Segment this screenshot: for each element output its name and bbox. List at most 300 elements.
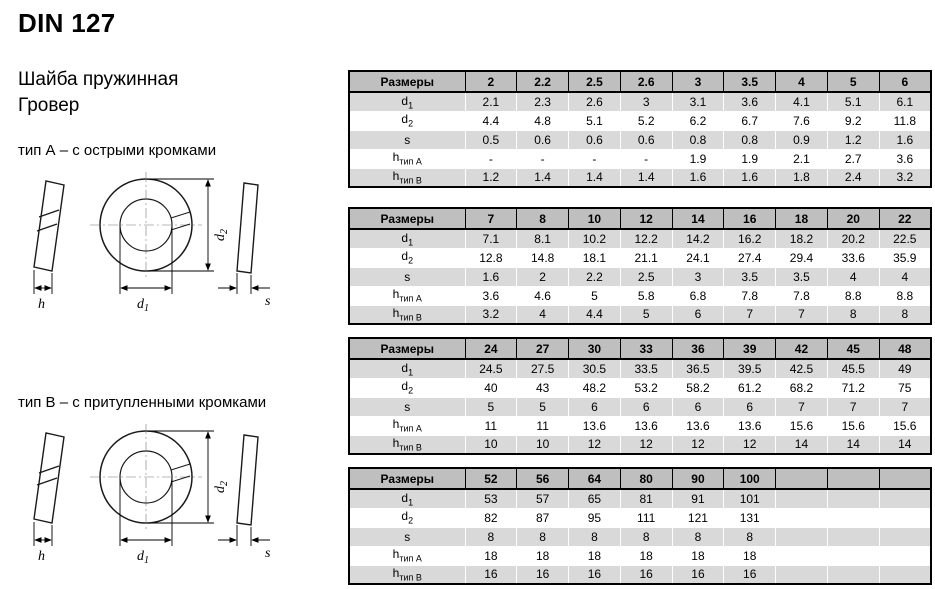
value-cell: 1.9 xyxy=(672,149,724,168)
value-cell: 13.6 xyxy=(724,416,776,435)
value-cell: 1.4 xyxy=(569,168,621,187)
value-cell xyxy=(827,527,879,546)
value-cell: 6.2 xyxy=(672,111,724,130)
value-cell: 2.5 xyxy=(620,267,672,286)
row-label-cell: $d_1$ xyxy=(349,92,465,111)
value-cell: 95 xyxy=(569,508,621,527)
h-dim-label: h xyxy=(38,297,45,313)
size-header-cell: 20 xyxy=(827,208,879,229)
value-cell xyxy=(776,527,828,546)
value-cell: 61.2 xyxy=(724,378,776,397)
value-cell: 13.6 xyxy=(620,416,672,435)
value-cell: 3.6 xyxy=(465,286,517,305)
size-header-cell: 30 xyxy=(569,338,621,359)
value-cell: 6.1 xyxy=(879,92,931,111)
value-cell: 16 xyxy=(724,565,776,584)
value-cell: 49 xyxy=(879,359,931,378)
size-header-cell: 16 xyxy=(724,208,776,229)
dimension-row xyxy=(349,565,931,584)
value-cell xyxy=(776,489,828,508)
value-cell: 7.6 xyxy=(776,111,828,130)
dimension-row xyxy=(349,267,931,286)
value-cell: 1.8 xyxy=(776,168,828,187)
value-cell xyxy=(879,508,931,527)
size-header-cell: 56 xyxy=(517,468,569,489)
row-label-cell: $h_{тип А}$ xyxy=(349,416,465,435)
value-cell: 15.6 xyxy=(879,416,931,435)
value-cell: 71.2 xyxy=(827,378,879,397)
size-header-cell: 7 xyxy=(465,208,517,229)
value-cell: 18 xyxy=(465,546,517,565)
value-cell xyxy=(879,565,931,584)
value-cell: 11.8 xyxy=(879,111,931,130)
value-cell: 57 xyxy=(517,489,569,508)
value-cell: 0.8 xyxy=(672,130,724,149)
size-header-cell: 18 xyxy=(776,208,828,229)
dimension-table-1 xyxy=(348,70,932,188)
d2-dim-label: $d_2$ xyxy=(213,229,230,242)
section-profile xyxy=(237,183,258,273)
value-cell: 18.2 xyxy=(776,229,828,248)
value-cell: - xyxy=(620,149,672,168)
value-cell: 7 xyxy=(776,397,828,416)
size-header-cell: 27 xyxy=(517,338,569,359)
row-label-cell: $d_2$ xyxy=(349,378,465,397)
value-cell: 42.5 xyxy=(776,359,828,378)
left-column xyxy=(18,8,340,574)
value-cell: 48.2 xyxy=(569,378,621,397)
value-cell: 5 xyxy=(569,286,621,305)
value-cell: 5.2 xyxy=(620,111,672,130)
size-header-cell: 4 xyxy=(776,71,828,92)
row-label-cell: $h_{тип В}$ xyxy=(349,565,465,584)
dimension-row xyxy=(349,546,931,565)
value-cell: 5.1 xyxy=(827,92,879,111)
row-label-cell: $h_{тип В}$ xyxy=(349,305,465,324)
s-dimension xyxy=(218,273,270,294)
value-cell: 16 xyxy=(672,565,724,584)
value-cell: 4.1 xyxy=(776,92,828,111)
side-profile xyxy=(34,181,64,271)
row-label-cell: $h_{тип А}$ xyxy=(349,546,465,565)
value-cell: 14 xyxy=(879,435,931,454)
value-cell: 12 xyxy=(672,435,724,454)
value-cell: 1.9 xyxy=(724,149,776,168)
size-header-cell: 36 xyxy=(672,338,724,359)
dimension-row xyxy=(349,229,931,248)
value-cell: 8.8 xyxy=(827,286,879,305)
size-header-cell: 2.2 xyxy=(517,71,569,92)
value-cell xyxy=(776,546,828,565)
value-cell: 43 xyxy=(517,378,569,397)
value-cell: 4.4 xyxy=(465,111,517,130)
size-header-cell: 64 xyxy=(569,468,621,489)
size-header-cell: 2 xyxy=(465,71,517,92)
value-cell: 29.4 xyxy=(776,248,828,267)
row-label-cell: s xyxy=(349,267,465,286)
value-cell: 3.2 xyxy=(465,305,517,324)
value-cell: 24.1 xyxy=(672,248,724,267)
value-cell: 81 xyxy=(620,489,672,508)
size-header-cell: 22 xyxy=(879,208,931,229)
value-cell: 111 xyxy=(620,508,672,527)
value-cell: 1.6 xyxy=(672,168,724,187)
value-cell: 0.5 xyxy=(465,130,517,149)
value-cell xyxy=(776,565,828,584)
value-cell: 8 xyxy=(517,527,569,546)
value-cell: 24.5 xyxy=(465,359,517,378)
washer-top-view xyxy=(90,172,202,279)
value-cell: 13.6 xyxy=(569,416,621,435)
sizes-header-cell: Размеры xyxy=(349,71,465,92)
value-cell: 27.4 xyxy=(724,248,776,267)
size-header-cell xyxy=(776,468,828,489)
value-cell: 4 xyxy=(879,267,931,286)
dimension-row xyxy=(349,149,931,168)
value-cell: 3.6 xyxy=(724,92,776,111)
size-header-cell: 39 xyxy=(724,338,776,359)
value-cell: 10.2 xyxy=(569,229,621,248)
value-cell: 75 xyxy=(879,378,931,397)
value-cell: 65 xyxy=(569,489,621,508)
value-cell: - xyxy=(465,149,517,168)
dimension-row xyxy=(349,527,931,546)
value-cell: 3.5 xyxy=(776,267,828,286)
row-label-cell: $h_{тип А}$ xyxy=(349,286,465,305)
value-cell xyxy=(879,546,931,565)
value-cell: 40 xyxy=(465,378,517,397)
dimension-row xyxy=(349,168,931,187)
dimension-row xyxy=(349,359,931,378)
value-cell: 45.5 xyxy=(827,359,879,378)
value-cell: 0.6 xyxy=(517,130,569,149)
value-cell: 8 xyxy=(827,305,879,324)
size-header-cell: 3 xyxy=(672,71,724,92)
value-cell: 2.6 xyxy=(569,92,621,111)
value-cell: 1.6 xyxy=(879,130,931,149)
size-header-cell: 14 xyxy=(672,208,724,229)
type-b-caption: тип В – с притупленными кромками xyxy=(18,394,267,412)
value-cell: 0.6 xyxy=(569,130,621,149)
value-cell: 21.1 xyxy=(620,248,672,267)
dimension-row xyxy=(349,248,931,267)
value-cell: 6 xyxy=(569,397,621,416)
value-cell: 53.2 xyxy=(620,378,672,397)
row-label-cell: $d_1$ xyxy=(349,359,465,378)
value-cell xyxy=(879,489,931,508)
value-cell xyxy=(776,508,828,527)
value-cell: 6 xyxy=(672,397,724,416)
value-cell: 9.2 xyxy=(827,111,879,130)
value-cell: 10 xyxy=(465,435,517,454)
value-cell: 7 xyxy=(776,305,828,324)
value-cell: 18.1 xyxy=(569,248,621,267)
value-cell: 58.2 xyxy=(672,378,724,397)
size-header-cell: 2.5 xyxy=(569,71,621,92)
table-header-row xyxy=(349,338,931,359)
row-label-cell: $h_{тип В}$ xyxy=(349,435,465,454)
size-header-cell: 80 xyxy=(620,468,672,489)
size-header-cell: 3.5 xyxy=(724,71,776,92)
row-label-cell: s xyxy=(349,397,465,416)
size-header-cell: 42 xyxy=(776,338,828,359)
value-cell: 18 xyxy=(672,546,724,565)
s-dimension xyxy=(218,525,270,546)
type-b-drawing xyxy=(18,419,340,574)
h-dim-label: h xyxy=(38,549,45,565)
value-cell: 6 xyxy=(672,305,724,324)
value-cell: 3.2 xyxy=(879,168,931,187)
d1-dim-label: $d_1$ xyxy=(137,297,149,315)
value-cell: 13.6 xyxy=(672,416,724,435)
dimension-table-2 xyxy=(348,207,932,325)
value-cell xyxy=(827,508,879,527)
value-cell: 5.1 xyxy=(569,111,621,130)
row-label-cell: $d_2$ xyxy=(349,248,465,267)
value-cell: 16 xyxy=(569,565,621,584)
dimension-row xyxy=(349,416,931,435)
value-cell: 101 xyxy=(724,489,776,508)
value-cell: 12.2 xyxy=(620,229,672,248)
value-cell: 16 xyxy=(517,565,569,584)
value-cell: 53 xyxy=(465,489,517,508)
sizes-header-cell: Размеры xyxy=(349,338,465,359)
value-cell: 11 xyxy=(517,416,569,435)
value-cell: 12 xyxy=(569,435,621,454)
value-cell: 121 xyxy=(672,508,724,527)
value-cell: 1.6 xyxy=(724,168,776,187)
value-cell: 14 xyxy=(776,435,828,454)
value-cell: 5 xyxy=(517,397,569,416)
value-cell: 30.5 xyxy=(569,359,621,378)
value-cell: 5 xyxy=(620,305,672,324)
table-header-row xyxy=(349,208,931,229)
size-header-cell: 10 xyxy=(569,208,621,229)
size-header-cell: 100 xyxy=(724,468,776,489)
washer-section-view xyxy=(237,435,258,525)
size-header-cell xyxy=(879,468,931,489)
value-cell: 7.1 xyxy=(465,229,517,248)
dimension-tables xyxy=(348,70,932,585)
spring-washer-drawing-type-b xyxy=(18,419,288,569)
value-cell xyxy=(827,565,879,584)
size-header-cell: 52 xyxy=(465,468,517,489)
value-cell: 8 xyxy=(672,527,724,546)
value-cell: 16 xyxy=(465,565,517,584)
value-cell: 4.8 xyxy=(517,111,569,130)
value-cell: 6 xyxy=(620,397,672,416)
value-cell: 18 xyxy=(517,546,569,565)
value-cell: 12.8 xyxy=(465,248,517,267)
value-cell: 15.6 xyxy=(827,416,879,435)
dimension-row xyxy=(349,378,931,397)
value-cell: 4 xyxy=(827,267,879,286)
dimension-row xyxy=(349,111,931,130)
d2-dim-label: $d_2$ xyxy=(213,481,230,494)
value-cell: 16 xyxy=(620,565,672,584)
value-cell: 3.5 xyxy=(724,267,776,286)
value-cell: 14.2 xyxy=(672,229,724,248)
value-cell: 22.5 xyxy=(879,229,931,248)
value-cell: 5 xyxy=(465,397,517,416)
size-header-cell: 2.6 xyxy=(620,71,672,92)
value-cell: 18 xyxy=(724,546,776,565)
value-cell: 11 xyxy=(465,416,517,435)
value-cell: 2.1 xyxy=(465,92,517,111)
size-header-cell xyxy=(827,468,879,489)
subtitle-line-1: Шайба пружинная xyxy=(18,69,179,90)
sizes-header-cell: Размеры xyxy=(349,468,465,489)
h-dimension xyxy=(34,522,52,546)
page-title: DIN 127 xyxy=(18,8,116,38)
subtitle-line-2: Гровер xyxy=(18,94,80,116)
spring-washer-drawing-type-a xyxy=(18,167,288,317)
value-cell: 33.6 xyxy=(827,248,879,267)
value-cell: - xyxy=(569,149,621,168)
value-cell: 1.2 xyxy=(827,130,879,149)
dimension-row xyxy=(349,489,931,508)
value-cell: 2 xyxy=(517,267,569,286)
value-cell: 4.4 xyxy=(569,305,621,324)
value-cell: 8.8 xyxy=(879,286,931,305)
size-header-cell: 45 xyxy=(827,338,879,359)
row-label-cell: $h_{тип В}$ xyxy=(349,168,465,187)
value-cell: 7 xyxy=(879,397,931,416)
section-profile xyxy=(237,435,258,525)
value-cell xyxy=(879,527,931,546)
value-cell: 82 xyxy=(465,508,517,527)
table-header-row xyxy=(349,468,931,489)
value-cell: 15.6 xyxy=(776,416,828,435)
value-cell: 2.2 xyxy=(569,267,621,286)
value-cell: 3.6 xyxy=(879,149,931,168)
value-cell: 7.8 xyxy=(724,286,776,305)
value-cell: 8 xyxy=(465,527,517,546)
dimension-row xyxy=(349,92,931,111)
row-label-cell: $d_1$ xyxy=(349,489,465,508)
value-cell: 7 xyxy=(724,305,776,324)
row-label-cell: $d_2$ xyxy=(349,508,465,527)
value-cell: 2.4 xyxy=(827,168,879,187)
row-label-cell: s xyxy=(349,527,465,546)
table-header-row xyxy=(349,71,931,92)
value-cell: 14.8 xyxy=(517,248,569,267)
value-cell: 14 xyxy=(827,435,879,454)
value-cell: - xyxy=(517,149,569,168)
value-cell: 2.3 xyxy=(517,92,569,111)
dimension-row xyxy=(349,305,931,324)
value-cell: 18 xyxy=(620,546,672,565)
value-cell xyxy=(827,546,879,565)
value-cell: 3 xyxy=(620,92,672,111)
value-cell: 87 xyxy=(517,508,569,527)
size-header-cell: 8 xyxy=(517,208,569,229)
washer-top-view xyxy=(90,424,202,531)
value-cell xyxy=(827,489,879,508)
dimension-row xyxy=(349,435,931,454)
value-cell: 4.6 xyxy=(517,286,569,305)
d1-dim-label: $d_1$ xyxy=(137,549,149,567)
value-cell: 3.1 xyxy=(672,92,724,111)
value-cell: 8.1 xyxy=(517,229,569,248)
dimension-row xyxy=(349,508,931,527)
value-cell: 7.8 xyxy=(776,286,828,305)
value-cell: 1.4 xyxy=(620,168,672,187)
value-cell: 0.6 xyxy=(620,130,672,149)
value-cell: 1.2 xyxy=(465,168,517,187)
value-cell: 0.9 xyxy=(776,130,828,149)
value-cell: 8 xyxy=(879,305,931,324)
washer-section-view xyxy=(237,183,258,273)
value-cell: 4 xyxy=(517,305,569,324)
size-header-cell: 24 xyxy=(465,338,517,359)
value-cell: 5.8 xyxy=(620,286,672,305)
washer-side-view xyxy=(34,181,64,271)
value-cell: 131 xyxy=(724,508,776,527)
value-cell: 6.7 xyxy=(724,111,776,130)
value-cell: 91 xyxy=(672,489,724,508)
dimension-row xyxy=(349,397,931,416)
value-cell: 8 xyxy=(569,527,621,546)
size-header-cell: 12 xyxy=(620,208,672,229)
washer-side-view xyxy=(34,433,64,523)
value-cell: 35.9 xyxy=(879,248,931,267)
size-header-cell: 6 xyxy=(879,71,931,92)
value-cell: 18 xyxy=(569,546,621,565)
value-cell: 10 xyxy=(517,435,569,454)
row-label-cell: s xyxy=(349,130,465,149)
row-label-cell: $d_2$ xyxy=(349,111,465,130)
value-cell: 68.2 xyxy=(776,378,828,397)
value-cell: 2.7 xyxy=(827,149,879,168)
size-header-cell: 48 xyxy=(879,338,931,359)
s-dim-label: s xyxy=(265,546,271,562)
h-dimension xyxy=(34,270,52,294)
dimension-row xyxy=(349,286,931,305)
value-cell: 0.8 xyxy=(724,130,776,149)
value-cell: 20.2 xyxy=(827,229,879,248)
value-cell: 2.1 xyxy=(776,149,828,168)
size-header-cell: 5 xyxy=(827,71,879,92)
value-cell: 12 xyxy=(724,435,776,454)
row-label-cell: $d_1$ xyxy=(349,229,465,248)
value-cell: 8 xyxy=(724,527,776,546)
value-cell: 39.5 xyxy=(724,359,776,378)
value-cell: 36.5 xyxy=(672,359,724,378)
value-cell: 33.5 xyxy=(620,359,672,378)
value-cell: 7 xyxy=(827,397,879,416)
dimension-table-4 xyxy=(348,467,932,585)
size-header-cell: 90 xyxy=(672,468,724,489)
size-header-cell: 33 xyxy=(620,338,672,359)
dimension-row xyxy=(349,130,931,149)
dimension-table-3 xyxy=(348,337,932,455)
value-cell: 1.6 xyxy=(465,267,517,286)
value-cell: 27.5 xyxy=(517,359,569,378)
type-a-drawing xyxy=(18,167,340,322)
sizes-header-cell: Размеры xyxy=(349,208,465,229)
value-cell: 3 xyxy=(672,267,724,286)
value-cell: 8 xyxy=(620,527,672,546)
value-cell: 12 xyxy=(620,435,672,454)
value-cell: 1.4 xyxy=(517,168,569,187)
subtitle xyxy=(18,67,340,118)
row-label-cell: $h_{тип А}$ xyxy=(349,149,465,168)
value-cell: 6 xyxy=(724,397,776,416)
s-dim-label: s xyxy=(265,294,271,310)
value-cell: 16.2 xyxy=(724,229,776,248)
side-profile xyxy=(34,433,64,523)
